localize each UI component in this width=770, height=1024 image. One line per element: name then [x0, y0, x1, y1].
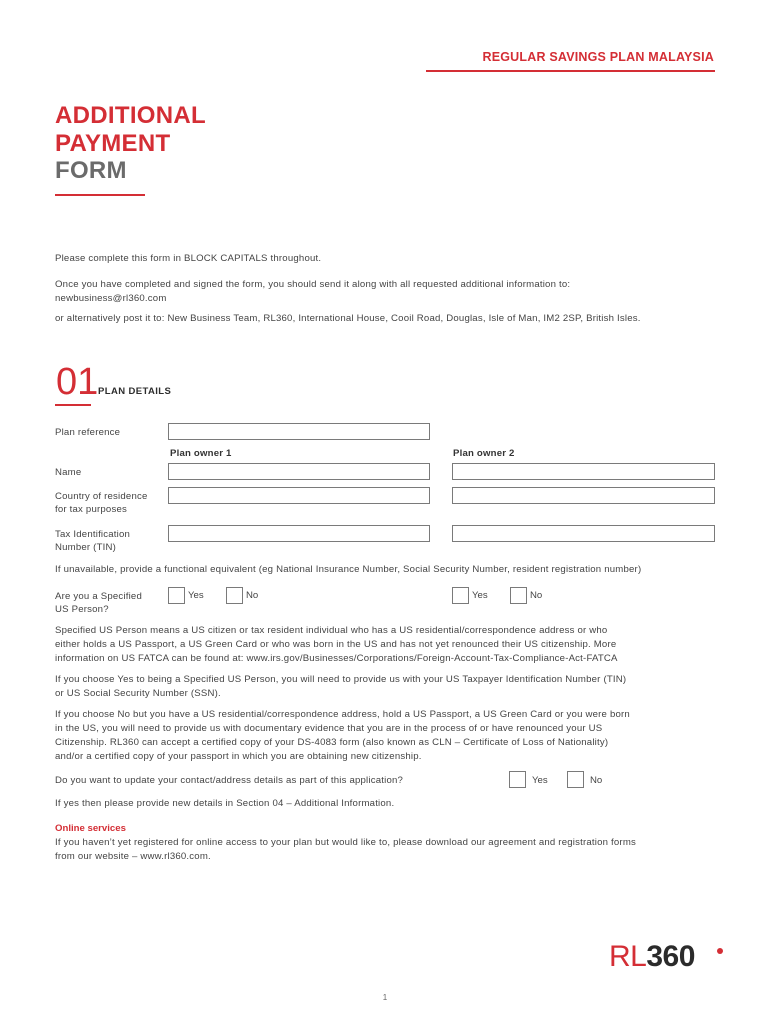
owner-1-yes-label: Yes [188, 590, 204, 601]
fatca-text-line-2: either holds a US Passport, a US Green Card or who was born in the US and has not yet renounced their US citizenship. More [55, 639, 617, 650]
section-title: PLAN DETAILS [98, 386, 172, 397]
plan-reference-field[interactable] [168, 423, 430, 440]
update-no-checkbox[interactable] [567, 771, 584, 788]
fatca-text-line-3: information on US FATCA can be found at: www.irs.gov/Businesses/Corporations/Foreign-Account-Tax-Compliance-Act-FATCA [55, 653, 618, 664]
update-question: Do you want to update your contact/address details as part of this application? [55, 775, 404, 786]
owner-2-tin-field[interactable] [452, 525, 715, 542]
intro-post-address: or alternatively post it to: New Business Team, RL360, International House, Cooil Road, Douglas, Isle of Man, IM2 2SP, British Isles. [55, 313, 641, 324]
tin-label-line-2: Number (TIN) [55, 542, 117, 553]
section-number: 01 [56, 361, 99, 403]
owner-2-us-person-yes-checkbox[interactable] [452, 587, 469, 604]
owner-2-name-field[interactable] [452, 463, 715, 480]
title-line-2: PAYMENT [55, 130, 171, 157]
plan-owner-2-header: Plan owner 2 [453, 448, 515, 459]
page-number: 1 [382, 993, 388, 1002]
owner-1-country-field[interactable] [168, 487, 430, 504]
intro-instruction: Please complete this form in BLOCK CAPITALS throughout. [55, 253, 322, 264]
online-services-line-1: If you haven’t yet registered for online access to your plan but would like to, please download our agreement and registration forms [55, 837, 637, 848]
owner-1-name-field[interactable] [168, 463, 430, 480]
header-underline [426, 70, 715, 72]
owner-2-country-field[interactable] [452, 487, 715, 504]
fatca-text-line-1: Specified US Person means a US citizen or tax resident individual who has a US residential/correspondence address or who [55, 625, 608, 636]
logo-dot [717, 948, 723, 954]
update-yes-checkbox[interactable] [509, 771, 526, 788]
no-info-line-3: Citizenship. RL360 can accept a certified copy of your DS-4083 form (also known as CLN – Certificate of Loss of Nationality) [55, 737, 609, 748]
online-services-title: Online services [55, 823, 126, 834]
us-person-label-line-2: US Person? [55, 604, 109, 615]
update-yes-label: Yes [532, 775, 548, 786]
tin-note: If unavailable, provide a functional equivalent (eg National Insurance Number, Social Security Number, resident registration number) [55, 564, 642, 575]
plan-owner-1-header: Plan owner 1 [170, 448, 232, 459]
owner-1-us-person-no-checkbox[interactable] [226, 587, 243, 604]
update-note: If yes then please provide new details in Section 04 – Additional Information. [55, 798, 395, 809]
tin-label-line-1: Tax Identification [55, 529, 131, 540]
update-no-label: No [590, 775, 603, 786]
title-underline [55, 194, 145, 196]
owner-2-no-label: No [530, 590, 543, 601]
plan-name-header: REGULAR SAVINGS PLAN MALAYSIA [482, 50, 714, 64]
title-line-1: ADDITIONAL [55, 102, 206, 129]
title-line-3: FORM [55, 157, 127, 184]
owner-1-us-person-yes-checkbox[interactable] [168, 587, 185, 604]
name-label: Name [55, 467, 82, 478]
logo-360-text: 360 [646, 940, 695, 973]
owner-1-tin-field[interactable] [168, 525, 430, 542]
intro-send-text: Once you have completed and signed the form, you should send it along with all requested additional information to: [55, 279, 571, 290]
online-services-line-2: from our website – www.rl360.com. [55, 851, 211, 862]
us-person-label-line-1: Are you a Specified [55, 591, 142, 602]
rl360-logo [609, 940, 695, 974]
section-number-underline [55, 404, 91, 406]
owner-1-no-label: No [246, 590, 259, 601]
no-info-line-1: If you choose No but you have a US residential/correspondence address, hold a US Passport, a US Green Card or you were born [55, 709, 630, 720]
logo-rl-text: RL [609, 940, 647, 973]
intro-email[interactable]: newbusiness@rl360.com [55, 293, 167, 304]
owner-2-us-person-no-checkbox[interactable] [510, 587, 527, 604]
country-label-line-2: for tax purposes [55, 504, 127, 515]
owner-2-yes-label: Yes [472, 590, 488, 601]
yes-info-line-1: If you choose Yes to being a Specified US Person, you will need to provide us with your US Taxpayer Identification Number (TIN) [55, 674, 627, 685]
yes-info-line-2: or US Social Security Number (SSN). [55, 688, 221, 699]
plan-reference-label: Plan reference [55, 427, 121, 438]
country-label-line-1: Country of residence [55, 491, 148, 502]
no-info-line-2: in the US, you will need to provide us with documentary evidence that you are in the process of or have renounced your US [55, 723, 603, 734]
no-info-line-4: and/or a certified copy of your passport in which you are obtaining new citizenship. [55, 751, 422, 762]
